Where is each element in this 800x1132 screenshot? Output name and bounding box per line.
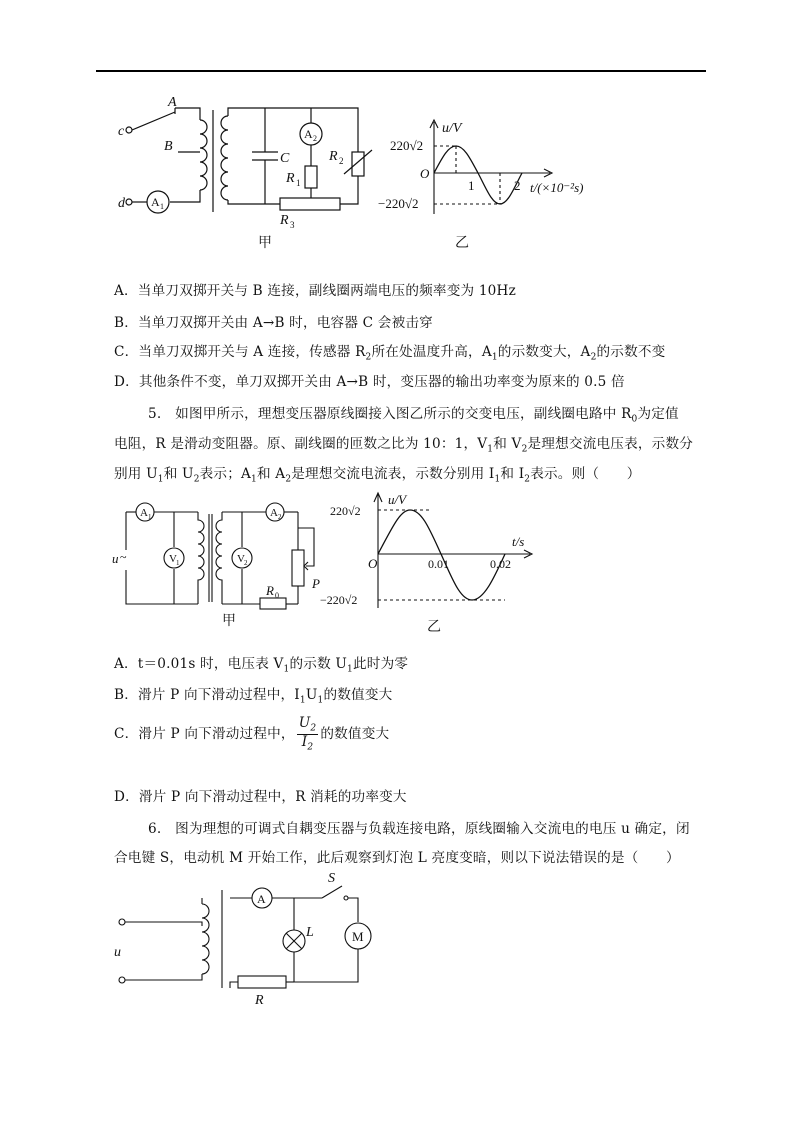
fig2-source-tilde: ~ — [120, 550, 127, 564]
svg-text:1: 1 — [160, 202, 164, 211]
svg-text:2: 2 — [244, 559, 248, 567]
fig1-neg-peak: −220√2 — [378, 196, 419, 211]
fig2-origin-label: O — [368, 556, 378, 571]
fig1-caption-yi: 乙 — [455, 235, 469, 251]
q5-option-c-fraction: $\frac{U_2}{I_2}$ — [298, 715, 317, 753]
fig3-resistor-r: R — [255, 993, 264, 1008]
fig3-circuit — [110, 870, 390, 1008]
fig2-tick-001: 0.01 — [428, 557, 449, 571]
fig2-resistor-r0: R — [266, 583, 274, 598]
fig3-lamp-l: L — [306, 925, 314, 940]
q4-option-c: C．当单刀双掷开关与 A 连接，传感器 $R_2$所在处温度升高，$A_1$的示数变大，$A_2$的示数不变 — [114, 344, 666, 363]
fig2-voltmeter-v1: V — [169, 553, 177, 565]
terminal-c-label: c — [118, 124, 125, 139]
svg-text:2: 2 — [339, 156, 344, 166]
fig1-pos-peak: 220√2 — [390, 138, 424, 153]
q5-stem-line1: 5. 如图甲所示，理想变压器原线圈接入图乙所示的交变电压，副线圈电路中 $R_0$为定值 — [148, 406, 679, 425]
fig3-source-u: u — [114, 945, 121, 960]
header-rule — [96, 70, 706, 72]
q6-stem-line2: 合电键 S，电动机 M 开始工作，此后观察到灯泡 L 亮度变暗，则以下说法错误的是（ ） — [114, 850, 680, 866]
fig2-x-axis-label: t/s — [512, 534, 525, 549]
fig2-sine-curve — [378, 510, 505, 600]
fig2-voltmeter-v2: V — [237, 553, 245, 565]
fig1-y-axis-label: u/V — [442, 121, 462, 136]
fig1-sine-curve — [434, 146, 522, 204]
svg-text:2: 2 — [313, 134, 317, 143]
fig1-tick-2: 2 — [514, 178, 521, 193]
fig3-switch-s: S — [328, 871, 335, 886]
q5-stem-line2: 电阻，R 是滑动变阻器。原、副线圈的匝数之比为 10：1，$V_1$和 $V_2$是理想交流电压表，示数分 — [114, 436, 694, 455]
fig2-circuit — [110, 498, 340, 613]
fig2-ammeter-a1: A — [140, 507, 148, 519]
sensor-r2-label: R — [329, 149, 338, 164]
fig2-ammeter-a2: A — [270, 507, 278, 519]
fig3-motor-m: M — [352, 929, 364, 944]
fig2-tick-002: 0.02 — [490, 557, 511, 571]
svg-text:1: 1 — [176, 559, 180, 567]
svg-text:1: 1 — [148, 513, 152, 521]
q4-option-a: A．当单刀双掷开关与 B 连接，副线圈两端电压的频率变为 10Hz — [114, 283, 516, 299]
fig3-ammeter-a: A — [257, 892, 266, 906]
fig2-neg-peak: −220√2 — [320, 593, 358, 607]
q5-option-d: D．滑片 P 向下滑动过程中，R 消耗的功率变大 — [114, 789, 407, 805]
q5-option-a: A．t＝0.01s 时，电压表 $V_1$的示数 $U_1$此时为零 — [114, 656, 409, 675]
fig1-circuit — [100, 90, 370, 230]
fig2-caption-yi: 乙 — [427, 619, 441, 635]
resistor-r1-label: R — [286, 171, 295, 186]
q5-option-c: C．滑片 P 向下滑动过程中， $\frac{U_2}{I_2}$ 的数值变大 — [114, 715, 390, 753]
terminal-d-label: d — [118, 196, 125, 211]
fig1-x-axis-label: t/(×10⁻²s) — [530, 180, 584, 195]
contact-b-label: B — [164, 139, 173, 154]
capacitor-label: C — [280, 151, 290, 166]
q5-stem-line3: 别用 $U_1$和 $U_2$表示；$A_1$和 $A_2$是理想交流电流表，示数分别用 $I_1$和 $I_2$表示。则（ ） — [114, 466, 641, 485]
q4-option-b: B．当单刀双掷开关由 A→B 时，电容器 C 会被击穿 — [114, 315, 433, 331]
fig1-graph — [380, 118, 620, 218]
fig2-y-axis-label: u/V — [388, 492, 407, 507]
q5-option-b: B．滑片 P 向下滑动过程中，$I_1U_1$的数值变大 — [114, 687, 393, 706]
contact-a-label: A — [168, 95, 177, 110]
q6-stem-line1: 6. 图为理想的可调式自耦变压器与负载连接电路，原线圈输入交流电的电压 u 确定，闭 — [148, 821, 690, 837]
q4-option-d: D．其他条件不变，单刀双掷开关由 A→B 时，变压器的输出功率变为原来的 0.5 倍 — [114, 374, 625, 390]
ammeter-a2-label: A — [304, 127, 313, 141]
svg-text:2: 2 — [278, 513, 282, 521]
svg-text:1: 1 — [296, 178, 301, 188]
fig2-pos-peak: 220√2 — [330, 504, 361, 518]
fig1-origin-label: O — [420, 166, 430, 181]
fig2-source-u: u — [112, 551, 119, 566]
fig2-caption-jia: 甲 — [222, 613, 236, 629]
svg-text:3: 3 — [290, 220, 295, 230]
fig1-caption-jia: 甲 — [258, 235, 272, 251]
resistor-r3-label: R — [280, 213, 289, 228]
fig2-graph — [320, 490, 540, 610]
fig2-slider-p: P — [312, 576, 320, 591]
fig1-tick-1: 1 — [468, 178, 475, 193]
svg-text:0: 0 — [275, 591, 279, 600]
ammeter-a1-label: A — [151, 195, 160, 209]
